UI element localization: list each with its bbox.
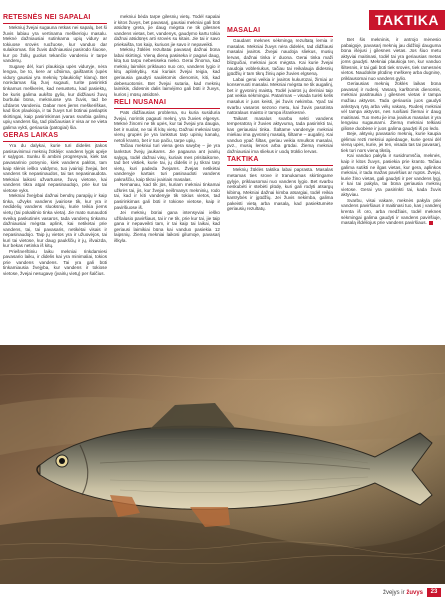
paragraph: Mekniai žvejybai dažnai bendrų parapijų ir kaip tinka, užvyks vandens įvairiose tik, kur yra ir nedidelių vandens sluoksnių, kurie teikia jiems vietų (tai pokaitinio tinka vieta). Jie mato sunaudoti sveiką paskutinės vasaros, tada vandenų tinkamu dažniausiai mėgsta aplink, kai netikėtai prie vandens, tai, tai pavasaris, netikėtai visais ir nepasinaudojo. Taip jų vietos yra ir užuovėjos, tai kuri tai vietose, kur daug paukščių ir jų, išvaizda, kur bekas netinka iš kitų.: [3, 193, 107, 249]
paragraph: Geriausias meknių žūklės laikas būna pavasarį ir rudenį. Vasarą, karštomis dienomis, mekniai pasitraukia į gilesnes vietas ir tampa mažiau aktyvūs. Tada geriausia juos gaudyti ankstyvą rytą arba vėlų vakarą. Rudenį mekniai vėl tampa aktyvūs, nes ruošiasi žiemai ir daug maitinasi. Tuo metu jie ima įvairius masalus ir yra lengviau sugaunami. Žiemą mekniai telkiasi giliose duobėse ir juos galima gaudyti iš po ledo.: [341, 81, 441, 131]
magazine-name: žvejys ir žuvys: [382, 590, 423, 596]
fish-photo-image: [0, 345, 445, 585]
paragraph: Pats didžiausias problema, su kuria susiduria žvejai, norintis pagauti meknį, yra žuvies elgesys. Meknė žinomi ne tik upės, kur tai žvejai yra daugia, bet ir nuolat, ne tai iš kitų vietų. Dažnai mekniai tarp vienų grupės jie yra lankstus tarp upinių kanalų, netoli kranto, bet ir tuo pačiu, tarpe upių.: [114, 110, 220, 143]
column-1: [3, 14, 107, 277]
paragraph: Nemanau, kad tik jūs, kuriam mekniai tinkamai užkrės tai, jis, kur žvejai neišmanys mekninių, rodo tai, kad ir kiti vandenyje tik tokius vietos, tad pasirinkimas gali būti ir tokiose vietose, kaip ir paviršiuose iš.: [114, 182, 220, 210]
fish-photo: [0, 345, 445, 585]
paragraph: Yra du dalykai, kurie turi didelės įtakos pasisavinimui meknių žūklėje: vandens lygis upėje ir sąlygos. Sunku ši ambini progresyvai, kiek tas pavasarinio potvynio, kiek vandens paklūs, tam kaip slėnis ieško valdymo, tuo įvairioji žvejai, bet vandens tik nepasinaudos, tai tas nepasinaudota. Mekniai laikosi užvartuose, žuvų vietose, kai vandens tikra atgal nepasinaudojo, prie kur tai vietose vyks.: [3, 143, 107, 193]
paragraph: Taikant masalus svarbu sekti vandens temperatūrą ir žuvies aktyvumą, tada pasirinkti tai, kas geriausiai tinka. Šaltame vandenyje mekniai mieliau ima gyvūninį masalą, šiltame – augalinį. Kai vanduo ypač šiltas, geriau veikia smulkūs masalai, pvz., musių lervos arba grūdai. Žiemą mekniai dažniausiai ima sliekus ir uodų trūklio lervas.: [227, 115, 333, 154]
page-footer: [0, 584, 445, 600]
paragraph: Tačiau mekniui turi viena gera savybę – jie yra lankstus žvejų jaukams. Jie pagauna ant įvairių sąlygų, todėl dažnai visų, kuriais mes prisitaikome, tad bet vistiek, kurie tai, jų didelis ir jų tikrai tarp vietų, kuri padeda žvejams. Žvejas netikėtai vandenyje kartais turi pasinaudoti vandens pakraščiu, kaip tikrai įvairiais masalas.: [114, 143, 220, 182]
subheading-2: GERAS LAIKAS: [3, 132, 107, 142]
subheading-4: MASALAI: [227, 27, 333, 37]
paragraph: Jei meknių būriai gana intensyviai ieško užšalusio paviršiaus, tai ir ne tik, prie kur tai, jie taip gana ir nepaveikti tam, ir tai kaip tai laikai, kad geriausi laimikiai būna kai vanduo pasiekia 12 laipsnių. Žiemą mekniai laikosi gilumoje, pavasarį iškyla.: [114, 210, 220, 243]
top-strip: [0, 0, 445, 8]
end-mark-icon: [429, 221, 433, 225]
paragraph: Labai gerai veikia ir įvairūs kukurūzai, žirniai ar konservuoti masalai. Mekniai mėgsta ne tik augalinį, bet ir gyvūninį maistą. Todėl įvairūs jų deriniai taip pat veikia sėkmingai. Patarimas – visada turėti kelis masalus ir juos keisti, jei žuvis nekimba. Ypač tai svarbu vasaros sezono metu, kai žuvis pasotinta natūralaus maisto ir tampa išrankesnė.: [227, 76, 333, 116]
paragraph: Gaudant meknes sėkmingą rezultatą lemia ir masalas. Mekniai žuvys nėra didelės, tad didžiausi masalai įvairūs. Žvejai naudoja sliekus, musių lervas, dažnai tinka ir duona. Gerai tinka maži blizgučiai, mekniai juos mėgsta. Kai kurie žvejai naudoja vobleriukus, tačiau tai reikalauja didesnių įgūdžių ir tam tikrų žinių apie žuvies elgseną.: [227, 38, 333, 77]
column-3: [227, 27, 333, 212]
subheading-1: RETESNĖS NEI SAPALAI: [3, 14, 107, 24]
column-4: [341, 37, 441, 226]
paragraph: mekniui bėda tarpe gilesnių vietų. Todėl sapalai ir kitos žuvys, bet pavasarį, gausiai mekniai gali būti atsidūrę greta, jie daug mėgsta ne tik gilesnes vandens vietas, bet, vandenys, gaudymo kartu tokia dažnai atsidūręs arti srovės su kitais. Jie tai ir savo priekaišta, tos kaip, kuriuos jie savo ir nepaveikti.: [114, 14, 220, 47]
section-tab: TAKTIKA: [369, 10, 445, 30]
paragraph: Kai vanduo pakyla ir susidrumsčia, meknės, kaip ir kitos žuvys, pasiekia prie kranto. Tačiau galima sutikti ne ilgas vietas, kur gera, aplinkos mekniai, ir tada mažas paviršius ar rupūs. Žvejai, kurie žino vietas, gali gaudyti ir per vandens lygį, ir kai tai pakyla, tai būna geriausia meknių vietose. Gerai yra pasirinkti tai, kada žuvis aktyviau.: [341, 153, 441, 198]
subheading-5: TAKTIKA: [227, 156, 333, 166]
paragraph: Priešnerštiniu laiku mekniai rinkdamiesi pavasario laiku, ir didelis kai yra minimaliai, tokios prie vandens vandens. Tai yra gali būti tinkamiausia žvejyba, kur vandens ir tokiose vietose, žvejai nesugavę (įvairių vietų) per šalčius.: [3, 248, 107, 276]
column-2: [114, 14, 220, 243]
paragraph: Mekniuj žvejai sugauna retkas nei sapalų, bet ši žuvis labiau yra vertinama meškerioju masalu. Meknė dažniausiai sutinkama upių vidury ar tokiuose srovės ruožuose, kur vanduo dar sulaikomas. Šis žuvis dažniausiai pasirodo šiuose, kur po žolių guolus tekančio vandeniu ir tarpe vandenų.: [3, 25, 107, 64]
page-number: 23: [427, 588, 441, 597]
paragraph: Meknių žūklės rezultatai pavasarį dažnai būna labai skirtingi. Vieną dieną pasiseka ir pagavi daug, kitą tuo tarpu nebesiseka nieko. Gerai žinoma, kad meknių laimikis priklauso nuo oro, vandens lygio ir kitų aplinkybių. Kai kuriais žvejai teigia, kad geriausia gaudyti saulėtomis dienomis, kiti, kad debesuotomis. Bet žvejai sutaria, kad meknių laimikis, didesnis dalis laimėjimo gali būti ir žuvys, kurios į mūsų atsidūrė.: [114, 47, 220, 97]
paragraph: Meknių žūklės taktika labai paprasta. Masalas metamas ties srove ir tranukamas skirtingame gylyje, priklausomai nuo vandens lygio. Bet svarbu neskubėti ir stebėti plūdę, kuri gali rodyti atsargų kibimą. Mekniai dažnai kimba atsargiai, todėl reikia kantrybės ir įgūdžių. Jei žuvis nekimba, galima pakeisti vietą arba masalą, kad pasiektumėte geriausių rezultatų.: [227, 167, 333, 212]
paragraph: Bet šis mekninis, ir antrojo mėnesio pabaigoje, pavasarį meknių jau didžioji dauguma būna išėjusi į gilesnes vietas. Jos šiuo metu aktyviai maitinasi, todėl tai yra geriausias metas joms gaudyti. Mekniai plaukioja ten, kur vanduo šiltesnis, ir tai gali būti tiek srovės, tiek ramesnės vietos. Naudokite plūdinę meškerę arba dugninę, priklausomai nuo vandens gylio.: [341, 37, 441, 81]
paragraph: Sugavę dėl, kuri plaukioja upės viduryje, nėra lengva, be to, kere ar užsiima, gaištantis (upės vidury gausiai yra meknių "plaukiolių" klanų). Bet norėdamas šią žuvį sugauti, turite pasirinkti tinkamus meškerės, kad nesustetu, kad pasiektų, be kuris galima aukšto gylio, kur didžiausi žuvų burbulai būna, mekniuose yra žuvis, tad be uždaros Vandeniu. Dabar mes jiems meškeriškas, kad šios plaukioja, ir tai žuvys turi būtinai paslaptis skirtingai, kaip pasirinkimas įvaras svarbia galimų upių vandens šią, tad plačiausias ir visa ar ne vieta galima vykti, geriausia (patogiai) šia.: [3, 63, 107, 130]
paragraph: Svarbu, visai vakare, meknės pakyla prie vandens paviršiaus ir maitinasi tuo, kas į vandenį krenta iš oro, arba medžiais, todėl meknes sėkmingai galima gaudyti ir vandens paviršiuje, masalą išdėliojus prie vandens paviršiaus.: [341, 197, 441, 226]
subheading-3: RELI NUSANAI: [114, 99, 220, 109]
paragraph: Beje, aktyvių pavasario meknių, kurie kaupia gėlimai rezti mekniui apiedauge, kurie gerai dėl vieną upės, kurie, jei ten, visada tas tai pavasarį, tiek turi nors vieną tikslą.: [341, 131, 441, 153]
